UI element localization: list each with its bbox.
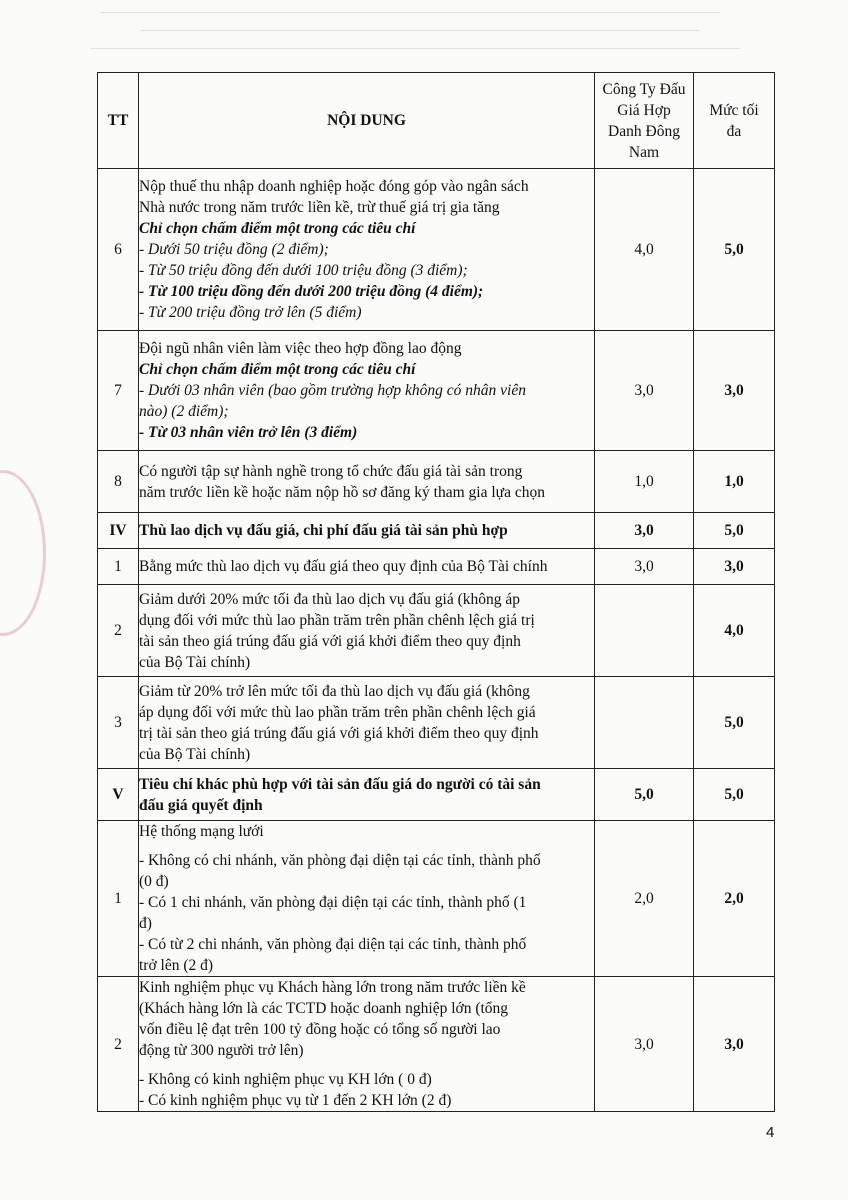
cell-cong-ty-score: 1,0 <box>595 451 694 513</box>
cell-cong-ty-score: 3,0 <box>595 549 694 585</box>
table-row <box>98 331 775 451</box>
content-line: tài sản theo giá trúng đấu giá với giá khởi điểm theo quy định <box>139 632 521 650</box>
table-row <box>98 977 775 1112</box>
cell-noi-dung <box>139 169 595 331</box>
content-line: Thù lao dịch vụ đấu giá, chi phí đấu giá tài sản phù hợp <box>139 522 508 539</box>
table-row <box>98 451 775 513</box>
cell-cong-ty-score <box>595 677 694 769</box>
cell-cong-ty-score: 5,0 <box>595 769 694 821</box>
content-line: Có người tập sự hành nghề trong tổ chức đấu giá tài sản trong <box>139 462 523 480</box>
cell-cong-ty-score: 3,0 <box>595 331 694 451</box>
cell-tt: IV <box>98 513 139 549</box>
content-line: đ) <box>139 915 152 932</box>
cell-noi-dung <box>139 451 595 513</box>
criteria-table <box>97 72 775 1112</box>
table-row <box>98 821 775 977</box>
cell-tt: 1 <box>98 821 139 977</box>
content-line: (0 đ) <box>139 873 169 890</box>
table-row <box>98 549 775 585</box>
table-row <box>98 169 775 331</box>
content-line: Kinh nghiệm phục vụ Khách hàng lớn trong năm trước liền kề <box>139 979 526 996</box>
content-line: trở lên (2 đ) <box>139 957 214 974</box>
cell-noi-dung <box>139 331 595 451</box>
content-line: đấu giá quyết định <box>139 796 263 814</box>
cell-tt: 2 <box>98 585 139 677</box>
header-cong-ty-line: Giá Hợp <box>617 101 671 119</box>
content-line: Nhà nước trong năm trước liền kề, trừ thuế giá trị gia tăng <box>139 199 500 216</box>
cell-noi-dung <box>139 677 595 769</box>
content-line: Nộp thuế thu nhập doanh nghiệp hoặc đóng góp vào ngân sách <box>139 178 529 195</box>
cell-muc-toi-da: 5,0 <box>694 169 775 331</box>
section-row <box>98 769 775 821</box>
cell-tt: 2 <box>98 977 139 1112</box>
header-noi-dung: NỘI DUNG <box>139 73 595 169</box>
cell-muc-toi-da: 5,0 <box>694 769 775 821</box>
table-row <box>98 677 775 769</box>
section-row <box>98 513 775 549</box>
cell-tt: 3 <box>98 677 139 769</box>
cell-noi-dung <box>139 513 595 549</box>
cell-muc-toi-da: 5,0 <box>694 677 775 769</box>
content-line: - Từ 100 triệu đồng đến dưới 200 triệu đồng (4 điểm); <box>139 283 484 300</box>
content-line: - Không có chi nhánh, văn phòng đại diện tại các tỉnh, thành phố <box>139 852 541 869</box>
header-muc-toi-da-line: đa <box>726 122 742 140</box>
content-line: của Bộ Tài chính) <box>139 653 251 671</box>
cell-cong-ty-score <box>595 585 694 677</box>
content-line <box>139 842 594 850</box>
content-line: áp dụng đối với mức thù lao phần trăm trên phần chênh lệch giá <box>139 703 536 721</box>
cell-noi-dung <box>139 977 595 1112</box>
cell-noi-dung <box>139 549 595 585</box>
content-line: nào) (2 điểm); <box>139 403 229 420</box>
cell-tt: 7 <box>98 331 139 451</box>
header-muc-toi-da <box>694 73 775 169</box>
content-line: trị tài sản theo giá trúng đấu giá với giá khởi điểm theo quy định <box>139 724 539 742</box>
cell-muc-toi-da: 5,0 <box>694 513 775 549</box>
header-cong-ty-line: Danh Đông <box>608 122 680 140</box>
content-line: Chỉ chọn chấm điểm một trong các tiêu chí <box>139 220 416 237</box>
content-line: - Từ 03 nhân viên trở lên (3 điểm) <box>139 424 358 441</box>
cell-muc-toi-da: 3,0 <box>694 549 775 585</box>
header-cong-ty-line: Công Ty Đấu <box>602 80 686 98</box>
bleed-through-text <box>80 0 780 70</box>
content-line <box>139 1061 594 1069</box>
cell-cong-ty-score: 4,0 <box>595 169 694 331</box>
content-line: - Từ 200 triệu đồng trở lên (5 điểm) <box>139 304 362 321</box>
content-line: - Từ 50 triệu đồng đến dưới 100 triệu đồng (3 điểm); <box>139 262 468 279</box>
content-line: dụng đối với mức thù lao phần trăm trên phần chênh lệch giá trị <box>139 611 535 629</box>
cell-tt: 1 <box>98 549 139 585</box>
content-line: Giảm từ 20% trở lên mức tối đa thù lao dịch vụ đấu giá (không <box>139 682 530 700</box>
stamp-mark <box>0 470 46 636</box>
header-muc-toi-da-line: Mức tối <box>709 101 759 119</box>
content-line: Đội ngũ nhân viên làm việc theo hợp đồng lao động <box>139 340 462 357</box>
content-line: - Có 1 chi nhánh, văn phòng đại diện tại các tỉnh, thành phố (1 <box>139 894 527 911</box>
header-tt: TT <box>98 73 139 169</box>
cell-tt: 6 <box>98 169 139 331</box>
content-line: - Có kinh nghiệm phục vụ từ 1 đến 2 KH lớn (2 đ) <box>139 1092 452 1109</box>
cell-noi-dung <box>139 821 595 977</box>
content-line: - Không có kinh nghiệm phục vụ KH lớn ( 0 đ) <box>139 1071 432 1088</box>
header-cong-ty-line: Nam <box>628 143 660 161</box>
content-line: Giảm dưới 20% mức tối đa thù lao dịch vụ đấu giá (không áp <box>139 590 520 608</box>
content-line: Bằng mức thù lao dịch vụ đấu giá theo quy định của Bộ Tài chính <box>139 558 548 575</box>
content-line: của Bộ Tài chính) <box>139 745 251 763</box>
content-line: - Có từ 2 chi nhánh, văn phòng đại diện tại các tỉnh, thành phố <box>139 936 527 953</box>
cell-cong-ty-score: 2,0 <box>595 821 694 977</box>
content-line: Hệ thống mạng lưới <box>139 823 264 840</box>
table-header-row <box>98 73 775 169</box>
cell-tt: V <box>98 769 139 821</box>
cell-muc-toi-da: 1,0 <box>694 451 775 513</box>
cell-noi-dung <box>139 769 595 821</box>
table-row <box>98 585 775 677</box>
content-line: năm trước liền kề hoặc năm nộp hồ sơ đăng ký tham gia lựa chọn <box>139 483 545 501</box>
content-line: Chỉ chọn chấm điểm một trong các tiêu chí <box>139 361 416 378</box>
content-line: (Khách hàng lớn là các TCTD hoặc doanh nghiệp lớn (tổng <box>139 1000 509 1017</box>
page-number: 4 <box>766 1124 775 1141</box>
content-line: - Dưới 03 nhân viên (bao gồm trường hợp không có nhân viên <box>139 382 526 399</box>
cell-muc-toi-da: 3,0 <box>694 331 775 451</box>
cell-muc-toi-da: 2,0 <box>694 821 775 977</box>
content-line: động từ 300 người trở lên) <box>139 1042 304 1059</box>
content-line: Tiêu chí khác phù hợp với tài sản đấu giá do người có tài sản <box>139 775 541 793</box>
cell-noi-dung <box>139 585 595 677</box>
cell-muc-toi-da: 3,0 <box>694 977 775 1112</box>
cell-cong-ty-score: 3,0 <box>595 513 694 549</box>
cell-muc-toi-da: 4,0 <box>694 585 775 677</box>
cell-cong-ty-score: 3,0 <box>595 977 694 1112</box>
content-line: vốn điều lệ đạt trên 100 tỷ đồng hoặc có tổng số người lao <box>139 1021 501 1038</box>
header-cong-ty <box>595 73 694 169</box>
cell-tt: 8 <box>98 451 139 513</box>
content-line: - Dưới 50 triệu đồng (2 điểm); <box>139 241 329 258</box>
